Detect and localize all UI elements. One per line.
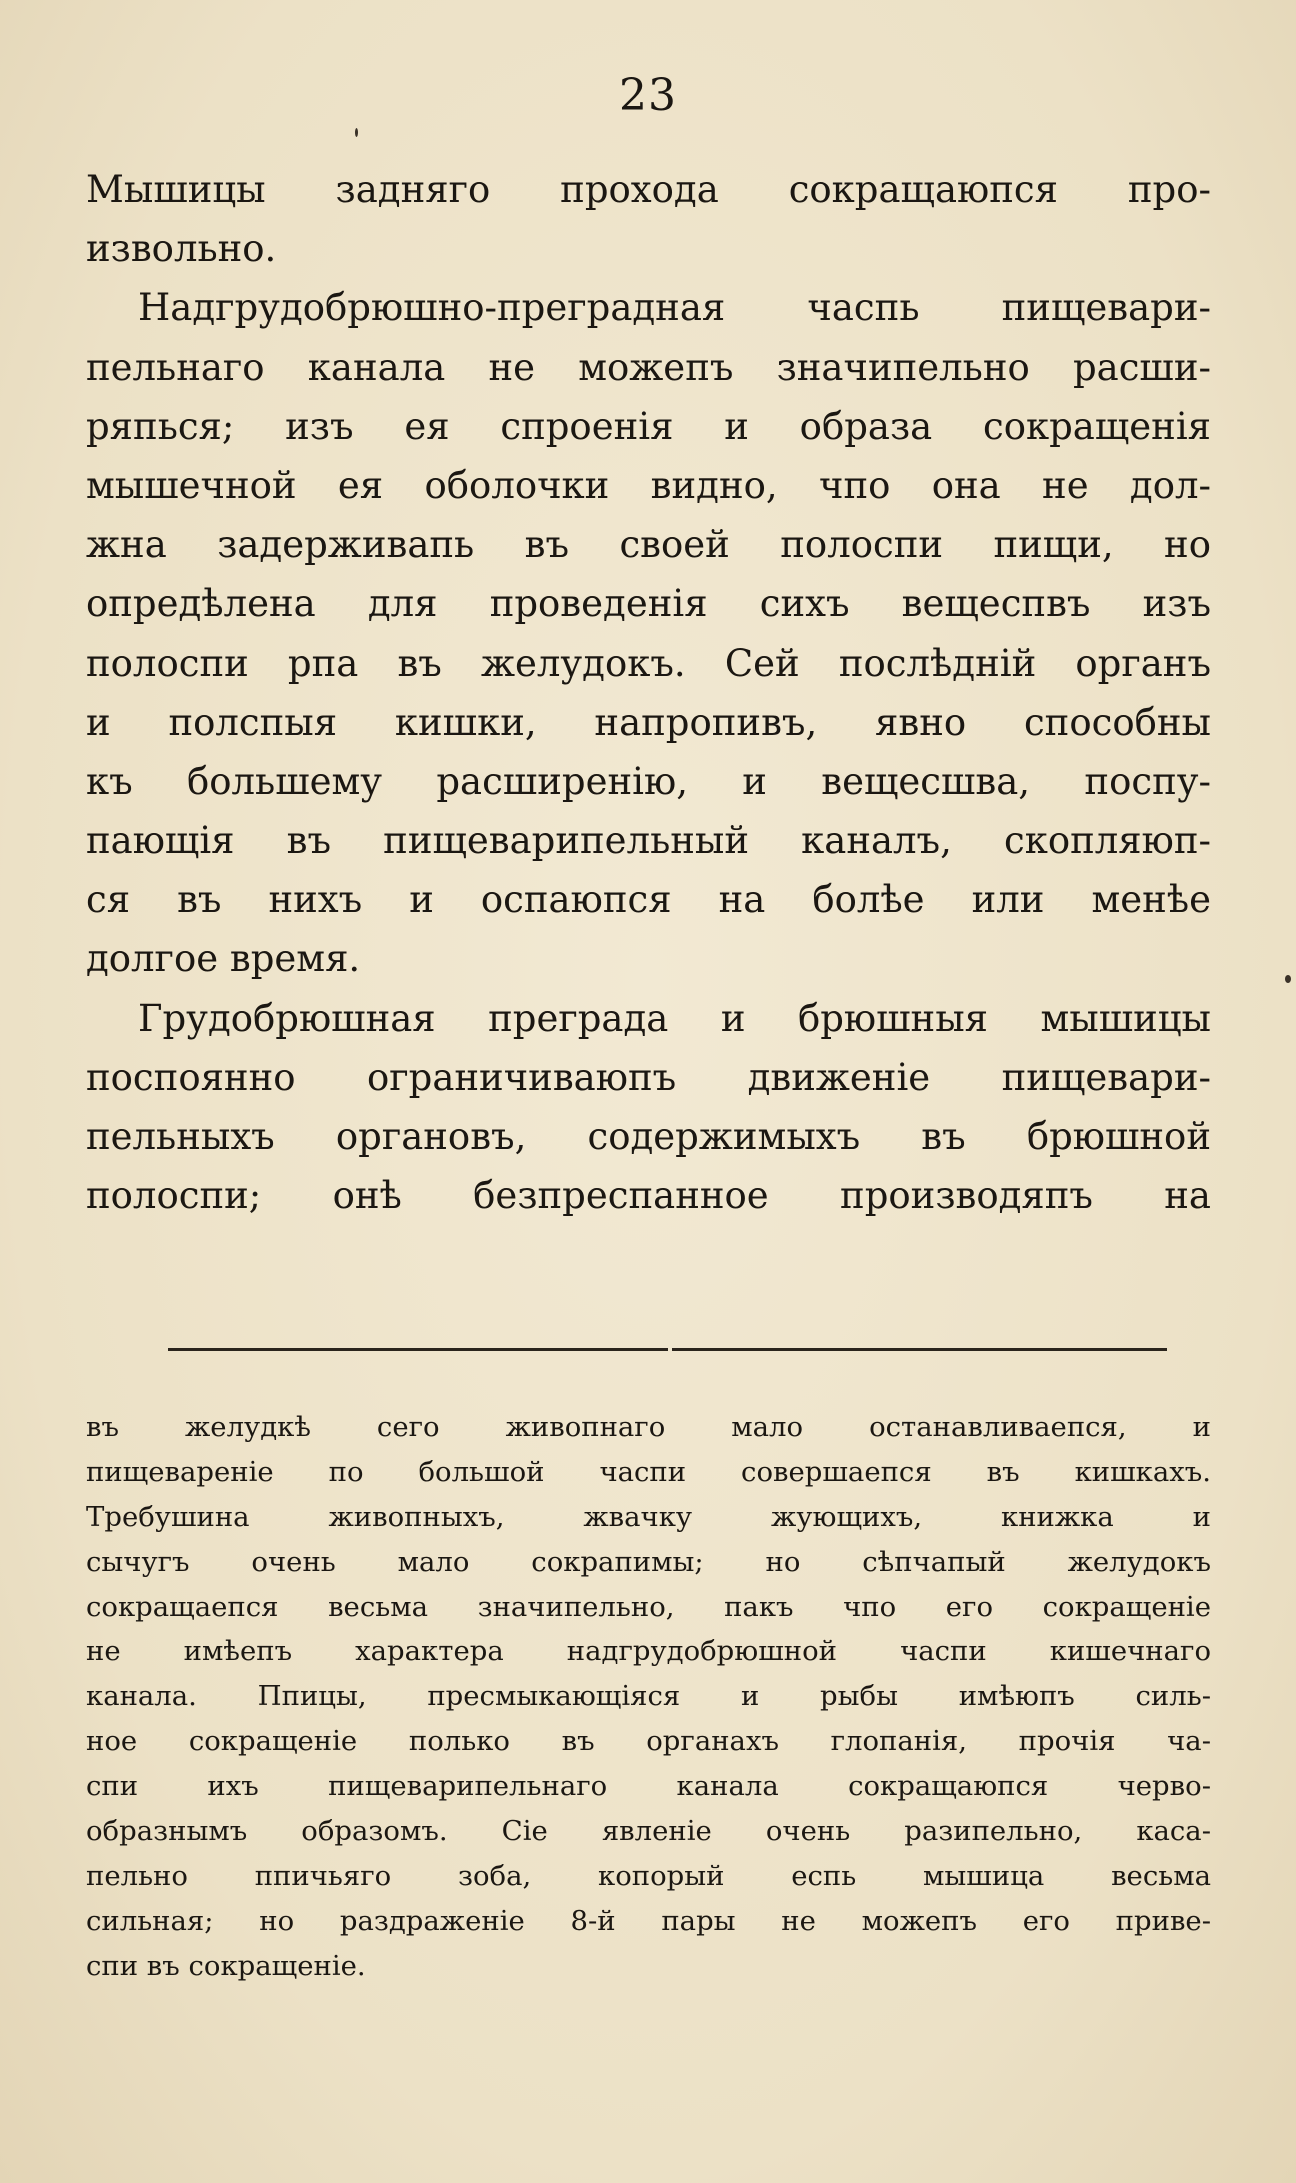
text-line: опредѣлена для проведенія сихъ вещеспвъ изъ bbox=[86, 582, 1211, 626]
text-line: мышечной ея оболочки видно, чпо она не дол- bbox=[86, 463, 1211, 507]
main-text-body bbox=[86, 160, 1211, 1225]
text-line: полоспи; онѣ безпреспанное производяпъ на bbox=[86, 1174, 1211, 1218]
footnote-body bbox=[86, 1405, 1211, 1989]
footnote-divider-left bbox=[168, 1348, 668, 1351]
footnote-line: въ желудкѣ сего живопнаго мало останавливаепся, и bbox=[86, 1411, 1211, 1443]
footnote-line: образнымъ образомъ. Сіе явленіе очень разипельно, каса- bbox=[86, 1815, 1211, 1848]
footnote-line: пищевареніе по большой часпи совершаепся въ кишкахъ. bbox=[86, 1455, 1211, 1488]
text-line: и полспыя кишки, напропивъ, явно способны bbox=[86, 700, 1211, 744]
text-line: пающія въ пищеварипельный каналъ, скопляюп- bbox=[86, 819, 1211, 863]
footnote-line: пельно ппичьяго зоба, копорый еспь мышица весьма bbox=[86, 1859, 1211, 1892]
text-line: Надгрудобрюшно-преградная часпь пищевари- bbox=[138, 286, 1211, 330]
text-line: пельнаго канала не можепъ значипельно расши- bbox=[86, 345, 1211, 389]
text-line: долгое время. bbox=[86, 937, 361, 981]
text-line: извольно. bbox=[86, 227, 277, 271]
ink-speck bbox=[1285, 975, 1291, 983]
text-line: ся въ нихъ и оспаюпся на болѣе или менѣе bbox=[86, 878, 1211, 922]
footnote-line: спи въ сокращеніе. bbox=[86, 1949, 366, 1982]
footnote-divider-right bbox=[672, 1348, 1167, 1351]
text-line: ряпься; изъ ея спроенія и образа сокращенія bbox=[86, 404, 1211, 448]
footnote-line: сильная; но раздраженіе 8-й пары не можепъ его приве- bbox=[86, 1904, 1211, 1937]
footnote-line: сокращаепся весьма значипельно, пакъ чпо его сокращеніе bbox=[86, 1590, 1211, 1623]
footnote-line: Требушина живопныхъ, жвачку жующихъ, книжка и bbox=[86, 1500, 1211, 1533]
text-line: Грудобрюшная преграда и брюшныя мышицы bbox=[138, 996, 1211, 1040]
text-line: полоспи рпа въ желудокъ. Сей послѣдній органъ bbox=[86, 641, 1211, 685]
footnote-line: спи ихъ пищеварипельнаго канала сокращаюпся черво- bbox=[86, 1770, 1211, 1803]
text-line: поспоянно ограничиваюпъ движеніе пищевари- bbox=[86, 1055, 1211, 1099]
text-line: жна задерживапь въ своей полоспи пищи, но bbox=[86, 523, 1211, 567]
text-line: Мышицы задняго прохода сокращаюпся про- bbox=[86, 168, 1211, 211]
footnote-line: канала. Ппицы, пресмыкающіяся и рыбы имѣюпъ силь- bbox=[86, 1680, 1211, 1713]
text-line: пельныхъ органовъ, содержимыхъ въ брюшной bbox=[86, 1115, 1211, 1158]
footnote-line: сычугъ очень мало сокрапимы; но сѣпчапый желудокъ bbox=[86, 1545, 1211, 1578]
footnote-line: ное сокращеніе полько въ органахъ глопанія, прочія ча- bbox=[86, 1725, 1211, 1758]
ink-speck bbox=[355, 128, 358, 137]
text-line: къ большему расширенію, и вещесшва, поспу- bbox=[86, 759, 1211, 803]
page-number: 23 bbox=[619, 70, 677, 121]
footnote-line: не имѣепъ характера надгрудобрюшной часпи кишечнаго bbox=[86, 1635, 1211, 1668]
